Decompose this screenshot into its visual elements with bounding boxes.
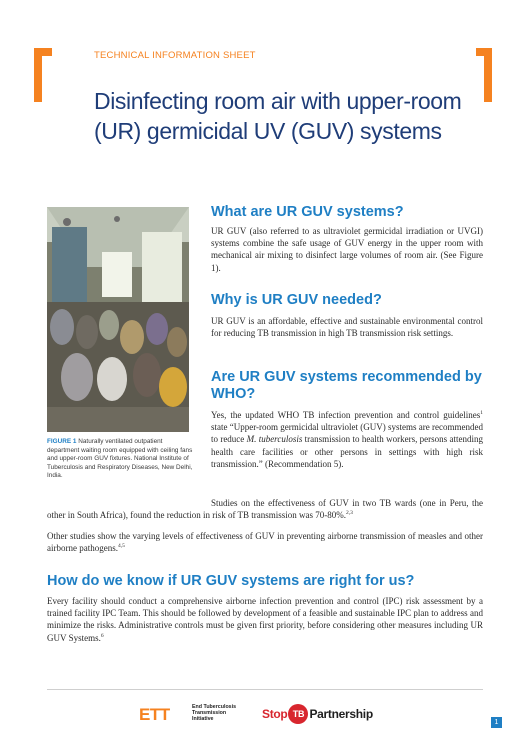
tb-circle: TB [288,704,308,724]
stop-word: Stop [262,707,288,721]
paragraph-why: UR GUV is an affordable, effective and sustainable environmental control for reducing TB transmission in high TB transmission risk settings. [211,316,483,339]
waiting-room-illustration [47,207,189,432]
corner-bracket-left [34,48,52,102]
paragraph-other-studies [47,530,483,554]
ett-line-3: Initiative [192,716,214,723]
ett-line-1: End Tuberculosis [192,704,237,710]
page-title: Disinfecting room air with upper-room (UR) germicidal UV (GUV) systems [94,88,462,144]
rec-text-b: state “Upper-room germicidal ultraviolet (GUV) systems are recommended to reduce [211,422,483,445]
rec-text-c: transmission to health workers, persons attending health care facilities or other persons in settings with high risk transmission.” (Recommendation 5). [211,434,483,469]
heading-why: Why is UR GUV needed? [211,292,382,308]
other-studies-text: Other studies show the varying levels of effectiveness of GUV in preventing airborne transmission of measles and other airborne pathogens. [47,531,483,554]
document-type-label: TECHNICAL INFORMATION SHEET [94,50,256,61]
page-number: 1 [491,717,502,728]
how-text: Every facility should conduct a comprehensive airborne infection prevention and control (IPC) risk assessment by a trained facility IPC Team. This should be followed by development of a feasible and sustainable IPC plan to address and minimize the risks. Administrative controls must be given first priority, before considering other measures including UR GUV Systems. [47,596,483,643]
footnote-ref-2-3: 2,3 [346,510,353,517]
stop-tb-partnership-logo [262,704,373,724]
species-name: M. tuberculosis [246,434,303,445]
paragraph-recommended [211,409,483,470]
figure-caption-text: Naturally ventilated outpatient department waiting room equipped with ceiling fans and upper-room GUV fixtures. National Institute of Tuberculosis and Respiratory Diseases, New Delhi, India. [47,438,193,480]
partnership-word: Partnership [309,707,373,721]
heading-recommended: Are UR GUV systems recommended by WHO? [211,369,482,402]
ett-logo-text [192,704,236,723]
figure-label: FIGURE 1 [47,438,77,445]
footnote-ref-6: 6 [100,632,104,639]
footnote-ref-1: 1 [480,410,483,416]
ett-logo: ETT [139,705,170,724]
rec-text-a: Yes, the updated WHO TB infection prevention and control guidelines [211,410,481,420]
figure-caption [47,438,195,481]
heading-how: How do we know if UR GUV systems are right for us? [47,573,415,589]
footnote-ref-4-5: 4,5 [117,543,125,550]
waiting-room-photo [47,207,189,432]
paragraph-how [47,595,483,644]
ett-line-2: Transmission [192,710,227,717]
studies-text: Studies on the effectiveness of GUV in two TB wards (one in Peru, the other in South Africa), found the reduction in risk of TB transmission was 70-80%. [47,498,483,521]
paragraph-studies [47,497,483,521]
paragraph-what: UR GUV (also referred to as ultraviolet germicidal irradiation or UVGI) systems combine the safe usage of GUV energy in the upper room with mechanical air mixing to disinfect large volumes of room air. (See Figure 1). [211,226,483,273]
footer-divider [47,689,483,690]
heading-what: What are UR GUV systems? [211,204,404,220]
